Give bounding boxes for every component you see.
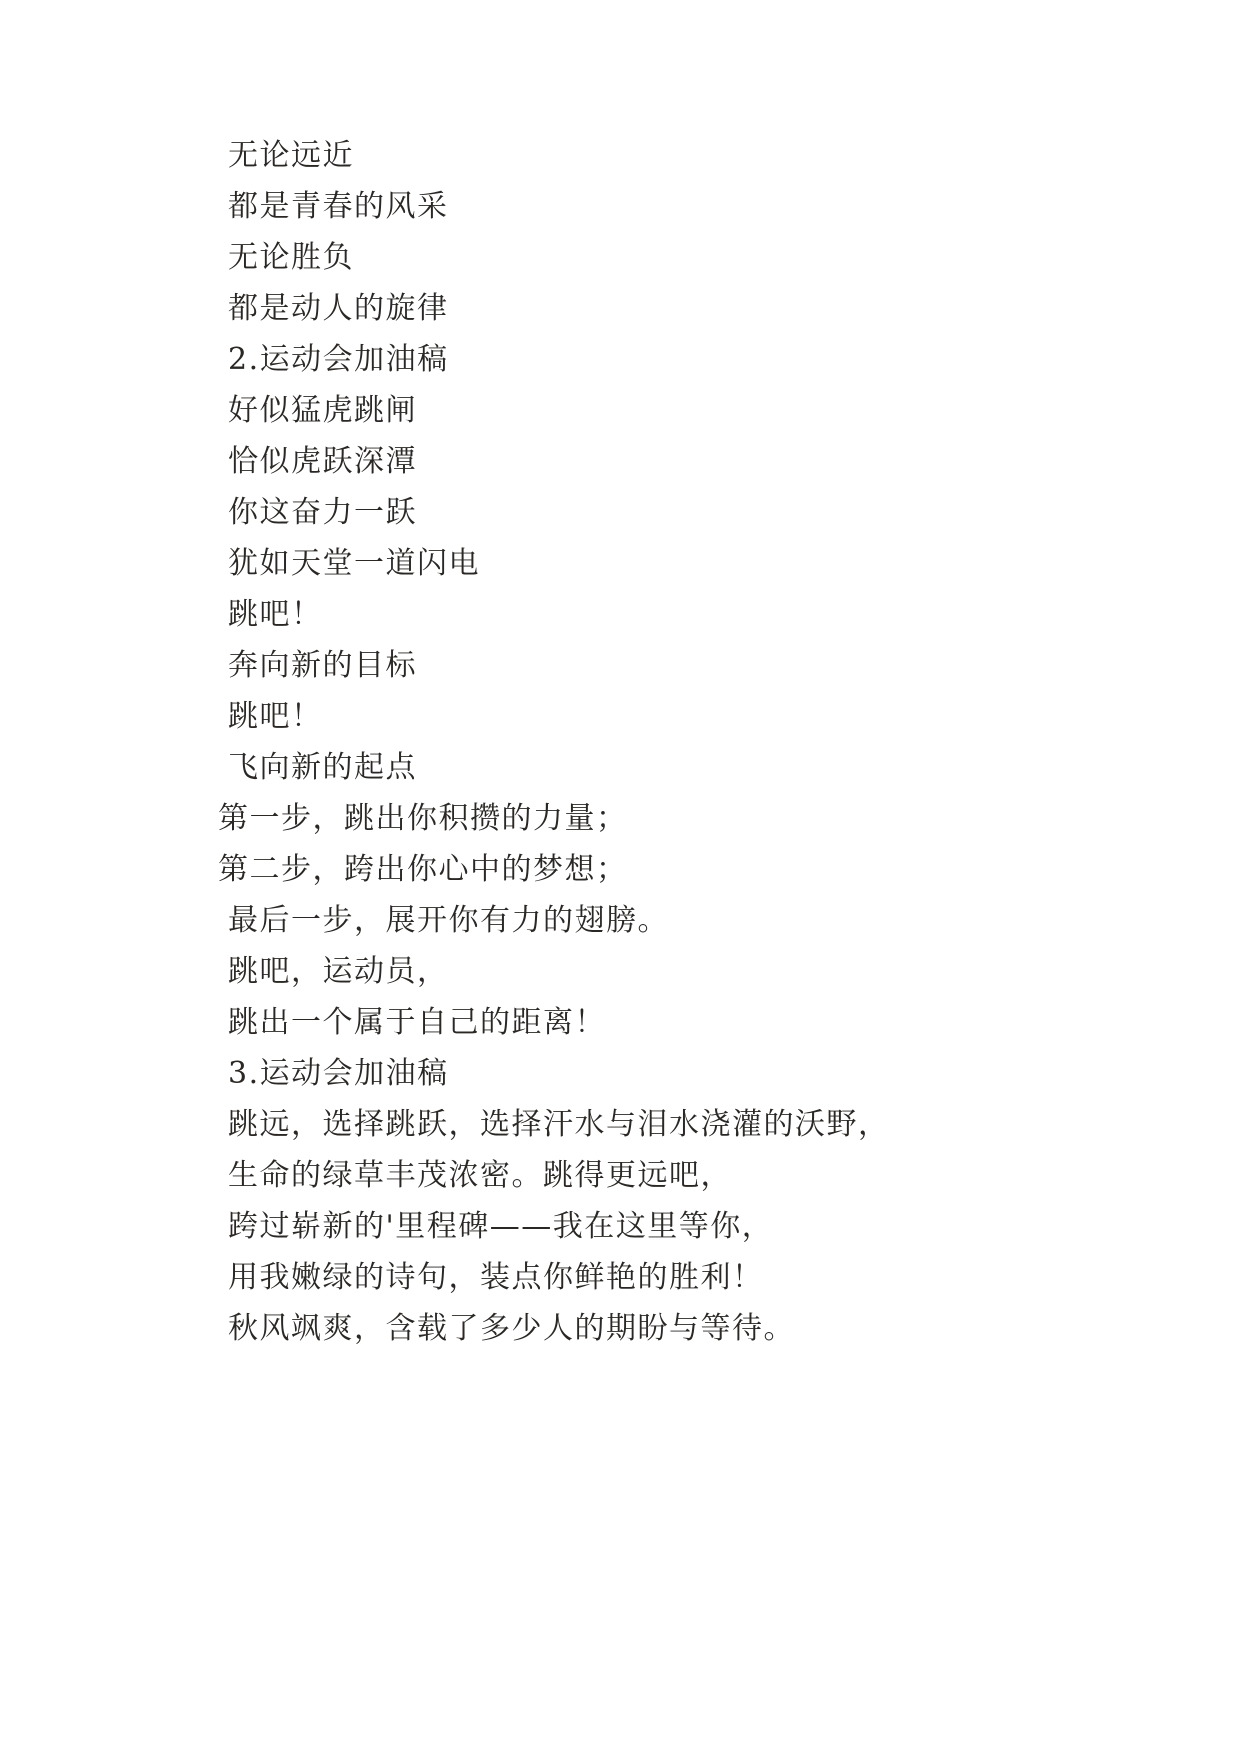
- text-line: 跳吧，运动员，: [228, 954, 449, 989]
- section-heading-2: 2.运动会加油稿: [228, 342, 449, 377]
- document-body: [218, 130, 1091, 1354]
- text-line: 奔向新的目标: [228, 648, 417, 683]
- text-line: 无论胜负: [228, 240, 354, 275]
- text-line: 都是动人的旋律: [228, 291, 449, 326]
- text-line: 跳出一个属于自己的距离！: [228, 1005, 606, 1040]
- text-line: 第一步，跳出你积攒的力量；: [218, 801, 628, 836]
- text-line: 恰似虎跃深潭: [228, 444, 417, 479]
- text-line: 犹如天堂一道闪电: [228, 546, 480, 581]
- text-line: 秋风飒爽，含载了多少人的期盼与等待。: [228, 1311, 795, 1346]
- text-line: 用我嫩绿的诗句，装点你鲜艳的胜利！: [228, 1260, 764, 1295]
- text-line: 好似猛虎跳闸: [228, 393, 417, 428]
- text-line: 跳吧！: [228, 699, 323, 734]
- text-line: 你这奋力一跃: [228, 495, 417, 530]
- text-line: 都是青春的风采: [228, 189, 449, 224]
- text-line: 生命的绿草丰茂浓密。跳得更远吧，: [228, 1158, 732, 1193]
- text-line: 最后一步，展开你有力的翅膀。: [228, 903, 669, 938]
- text-line: 飞向新的起点: [228, 750, 417, 785]
- text-line: 跳远，选择跳跃，选择汗水与泪水浇灌的沃野，: [228, 1107, 890, 1142]
- section-heading-3: 3.运动会加油稿: [228, 1056, 449, 1091]
- text-line: 第二步，跨出你心中的梦想；: [218, 852, 628, 887]
- text-line: 跳吧！: [228, 597, 323, 632]
- text-line: 跨过崭新的'里程碑——我在这里等你，: [228, 1209, 774, 1244]
- text-line: 无论远近: [228, 138, 354, 173]
